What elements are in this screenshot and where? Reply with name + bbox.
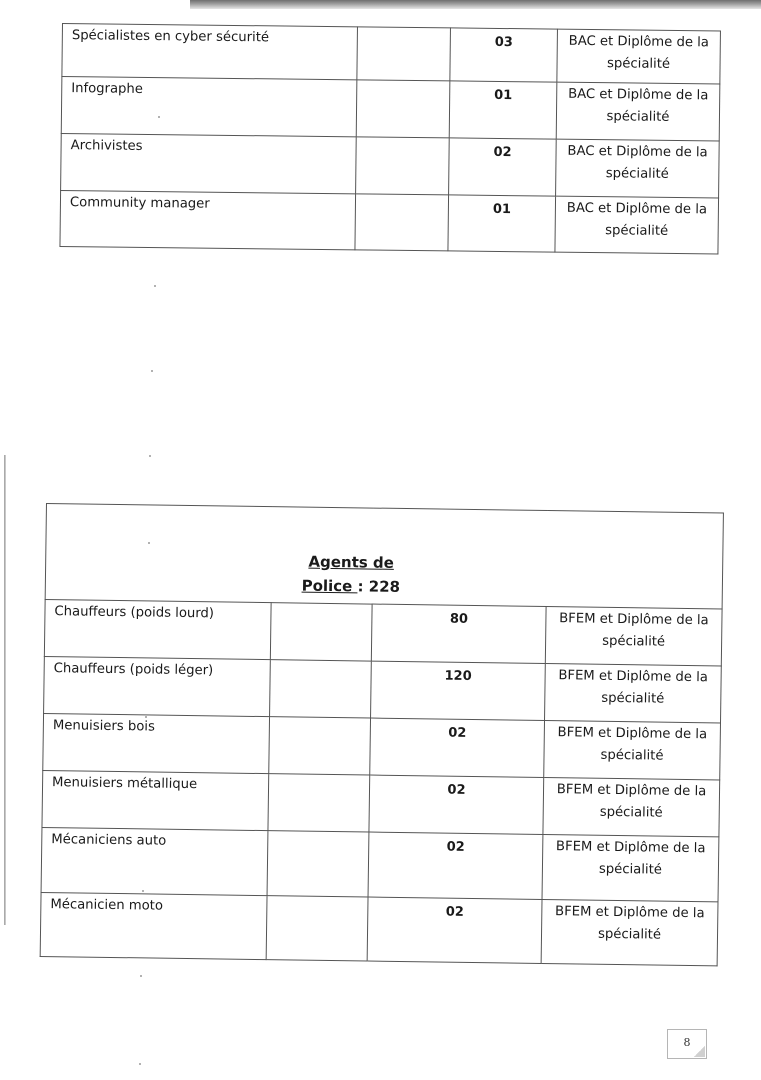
requirement-cell	[545, 606, 722, 665]
heading-total: : 228	[357, 577, 401, 596]
requirement-line: spécialité	[600, 747, 664, 764]
empty-cell	[268, 774, 370, 832]
count-cell: 02	[367, 897, 542, 963]
empty-cell	[356, 80, 450, 138]
count-cell: 02	[449, 138, 557, 196]
requirement-line: BFEM et Diplôme de la	[555, 839, 706, 857]
table-row	[40, 892, 718, 965]
requirement-line: BFEM et Diplôme de la	[557, 725, 708, 743]
count-cell: 80	[371, 604, 546, 663]
page-number: 8	[667, 1029, 707, 1059]
requirement-line: BFEM et Diplôme de la	[554, 904, 705, 922]
requirement-cell	[541, 899, 718, 965]
table-row	[44, 656, 722, 722]
empty-cell	[266, 896, 368, 961]
table-row	[44, 599, 722, 665]
section-heading	[276, 549, 427, 599]
job-title-cell: Archivistes	[61, 133, 357, 193]
job-title-cell: Chauffeurs (poids lourd)	[44, 599, 271, 659]
requirement-cell	[542, 834, 719, 901]
job-title-cell: Infographe	[61, 77, 357, 137]
job-title-cell: Spécialistes en cyber sécurité	[62, 24, 358, 80]
requirement-cell	[555, 196, 719, 254]
scan-speck	[148, 542, 150, 544]
empty-cell	[355, 194, 449, 251]
positions-table-specialists	[59, 23, 720, 254]
job-title-cell: Menuisiers bois	[43, 713, 270, 773]
requirement-line: BFEM et Diplôme de la	[558, 668, 708, 686]
page-curl-icon	[694, 1046, 705, 1057]
count-cell: 120	[371, 661, 546, 720]
requirement-line: BFEM et Diplôme de la	[556, 782, 707, 800]
scan-top-edge-shadow	[190, 0, 761, 9]
table-row	[61, 77, 720, 141]
table-heading-row	[45, 504, 723, 609]
job-title-cell: Mécaniciens auto	[41, 827, 268, 895]
heading-cell	[45, 504, 723, 609]
scan-speck	[151, 370, 153, 372]
requirement-cell	[544, 720, 721, 779]
scan-speck	[140, 975, 142, 977]
scan-speck	[139, 1063, 141, 1065]
table-row	[43, 713, 721, 779]
requirement-cell	[556, 82, 720, 141]
requirement-cell	[556, 139, 720, 198]
count-cell: 02	[369, 775, 544, 834]
requirement-line: spécialité	[599, 804, 663, 821]
table-row	[60, 190, 719, 253]
empty-cell	[270, 603, 372, 661]
heading-line-1: Agents de	[308, 552, 395, 572]
requirement-line: BAC et Diplôme de la	[568, 33, 710, 51]
scan-speck	[142, 890, 144, 892]
requirement-line: spécialité	[605, 223, 669, 239]
count-cell: 01	[448, 195, 556, 252]
requirement-line: spécialité	[602, 633, 666, 650]
count-cell: 02	[368, 832, 543, 899]
job-title-cell: Chauffeurs (poids léger)	[44, 656, 271, 716]
table-row	[61, 133, 720, 197]
scan-speck	[154, 285, 156, 287]
requirement-cell	[557, 29, 721, 84]
scan-speck	[145, 716, 147, 718]
positions-table-police-agents	[40, 503, 724, 966]
job-title-cell: Menuisiers métallique	[42, 770, 269, 830]
scan-left-edge-shadow	[4, 455, 6, 925]
requirement-line: BAC et Diplôme de la	[567, 143, 708, 161]
requirement-line: BAC et Diplôme de la	[566, 200, 708, 218]
empty-cell	[269, 717, 371, 775]
scan-speck	[158, 116, 160, 118]
requirement-line: spécialité	[598, 861, 663, 878]
count-cell: 03	[450, 28, 558, 82]
job-title-cell: Mécanicien moto	[40, 892, 267, 959]
requirement-cell	[543, 777, 720, 836]
requirement-line: spécialité	[607, 56, 671, 72]
table-row	[62, 24, 721, 84]
empty-cell	[267, 831, 369, 897]
requirement-line: spécialité	[601, 690, 665, 707]
requirement-line: spécialité	[606, 109, 670, 125]
count-cell: 01	[449, 81, 557, 139]
requirement-line: BAC et Diplôme de la	[568, 86, 709, 104]
empty-cell	[357, 27, 451, 81]
requirement-line: BFEM et Diplôme de la	[559, 611, 709, 629]
requirement-line: spécialité	[597, 926, 662, 943]
heading-police-label: Police	[301, 576, 358, 596]
requirement-cell	[545, 663, 722, 722]
table-row	[42, 770, 720, 836]
requirement-line: spécialité	[605, 166, 669, 182]
scan-speck	[149, 455, 151, 457]
empty-cell	[356, 137, 450, 195]
job-title-cell: Community manager	[60, 190, 356, 249]
empty-cell	[270, 660, 372, 718]
count-cell: 02	[370, 718, 545, 777]
